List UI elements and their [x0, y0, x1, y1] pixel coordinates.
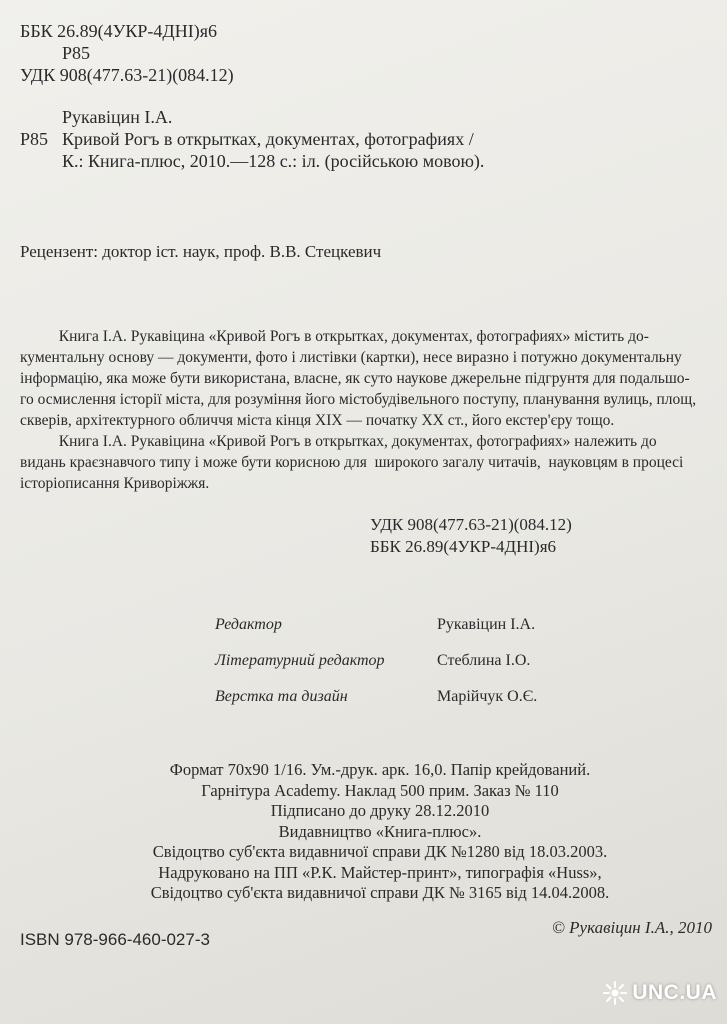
annotation [20, 326, 710, 494]
credits [215, 616, 635, 716]
annotation-line: Книга І.А. Рукавіцина «Кривой Рогъ в открытках, документах, фотографиях» містить до- [20, 328, 649, 345]
annotation-line: го осмислення історії міста, для розуміння його містобудівельного поступу, планування вулиць, площ, [20, 391, 697, 408]
annotation-line: інформацію, яка може бути використана, власне, як суто наукове джерельне підгрунтя для подальшо- [20, 370, 690, 387]
credit-value: Рукавіцин І.А. [437, 616, 536, 633]
print-info-line: Свідоцтво суб'єкта видавничої справи ДК №1280 від 18.03.2003. [152, 842, 608, 861]
annotation-line: кументальну основу — документи, фото і листівки (картки), несе виразно і потужно документальну [20, 349, 682, 366]
annotation-line: історіописання Криворіжжя. [20, 475, 210, 492]
watermark-text: UNC.UA [632, 981, 717, 1004]
bib-code: Р85 [20, 129, 49, 149]
annotation-line: скверів, архітектурного обличчя міста кінця XIX — початку XX ст., його екстер'єру тощо. [20, 412, 615, 429]
annotation-line: видань краєзнавчого типу і може бути корисною для широкого загалу читачів, науковцям в процесі [20, 454, 684, 471]
credit-label: Літературний редактор [215, 652, 385, 669]
print-info-line: Підписано до друку 28.12.2010 [270, 801, 490, 820]
reviewer-line: Рецензент: доктор іст. наук, проф. В.В. Стецкевич [20, 242, 382, 261]
header-classification [20, 20, 234, 86]
bib-author: Рукавіцин І.А. [62, 107, 173, 127]
credit-value: Марійчук О.Є. [437, 688, 538, 705]
bibliographic-entry [20, 106, 484, 172]
credit-label: Редактор [215, 616, 282, 633]
classification-bbk: ББК 26.89(4УКР-4ДНІ)я6 [370, 537, 557, 556]
bib-imprint: К.: Книга-плюс, 2010.—128 с.: іл. (російською мовою). [62, 151, 485, 171]
print-info-line: Формат 70х90 1/16. Ум.-друк. арк. 16,0. Папір крейдований. [169, 760, 591, 779]
print-info-line: Надруковано на ПП «Р.К. Майстер-принт», типографія «Huss», [158, 862, 602, 882]
isbn: ISBN 978-966-460-027-3 [20, 930, 210, 949]
header-bbk: ББК 26.89(4УКР-4ДНІ)я6 [20, 21, 217, 41]
sun-burst-icon [602, 980, 628, 1006]
copyright-notice: © Рукавіцин І.А., 2010 [552, 918, 712, 937]
print-info-line: Гарнітура Academy. Наклад 500 прим. Заказ № 110 [201, 780, 559, 800]
header-udk: УДК 908(477.63-21)(084.12) [20, 65, 234, 85]
classification-block [370, 514, 572, 558]
print-info [100, 760, 660, 904]
credit-label: Верстка та дизайн [215, 688, 348, 705]
print-info-line: Свідоцтво суб'єкта видавничої справи ДК № 3165 від 14.04.2008. [150, 883, 610, 902]
credit-value: Стеблина І.О. [437, 652, 531, 669]
bib-title: Кривой Рогъ в открытках, документах, фотографиях / [62, 129, 474, 149]
classification-udk: УДК 908(477.63-21)(084.12) [370, 515, 572, 534]
annotation-line: Книга І.А. Рукавіцина «Кривой Рогъ в открытках, документах, фотографиях» належить до [20, 433, 657, 450]
site-watermark [602, 980, 717, 1006]
header-cutter: Р85 [62, 43, 91, 63]
print-info-line: Видавництво «Книга-плюс». [278, 821, 482, 841]
